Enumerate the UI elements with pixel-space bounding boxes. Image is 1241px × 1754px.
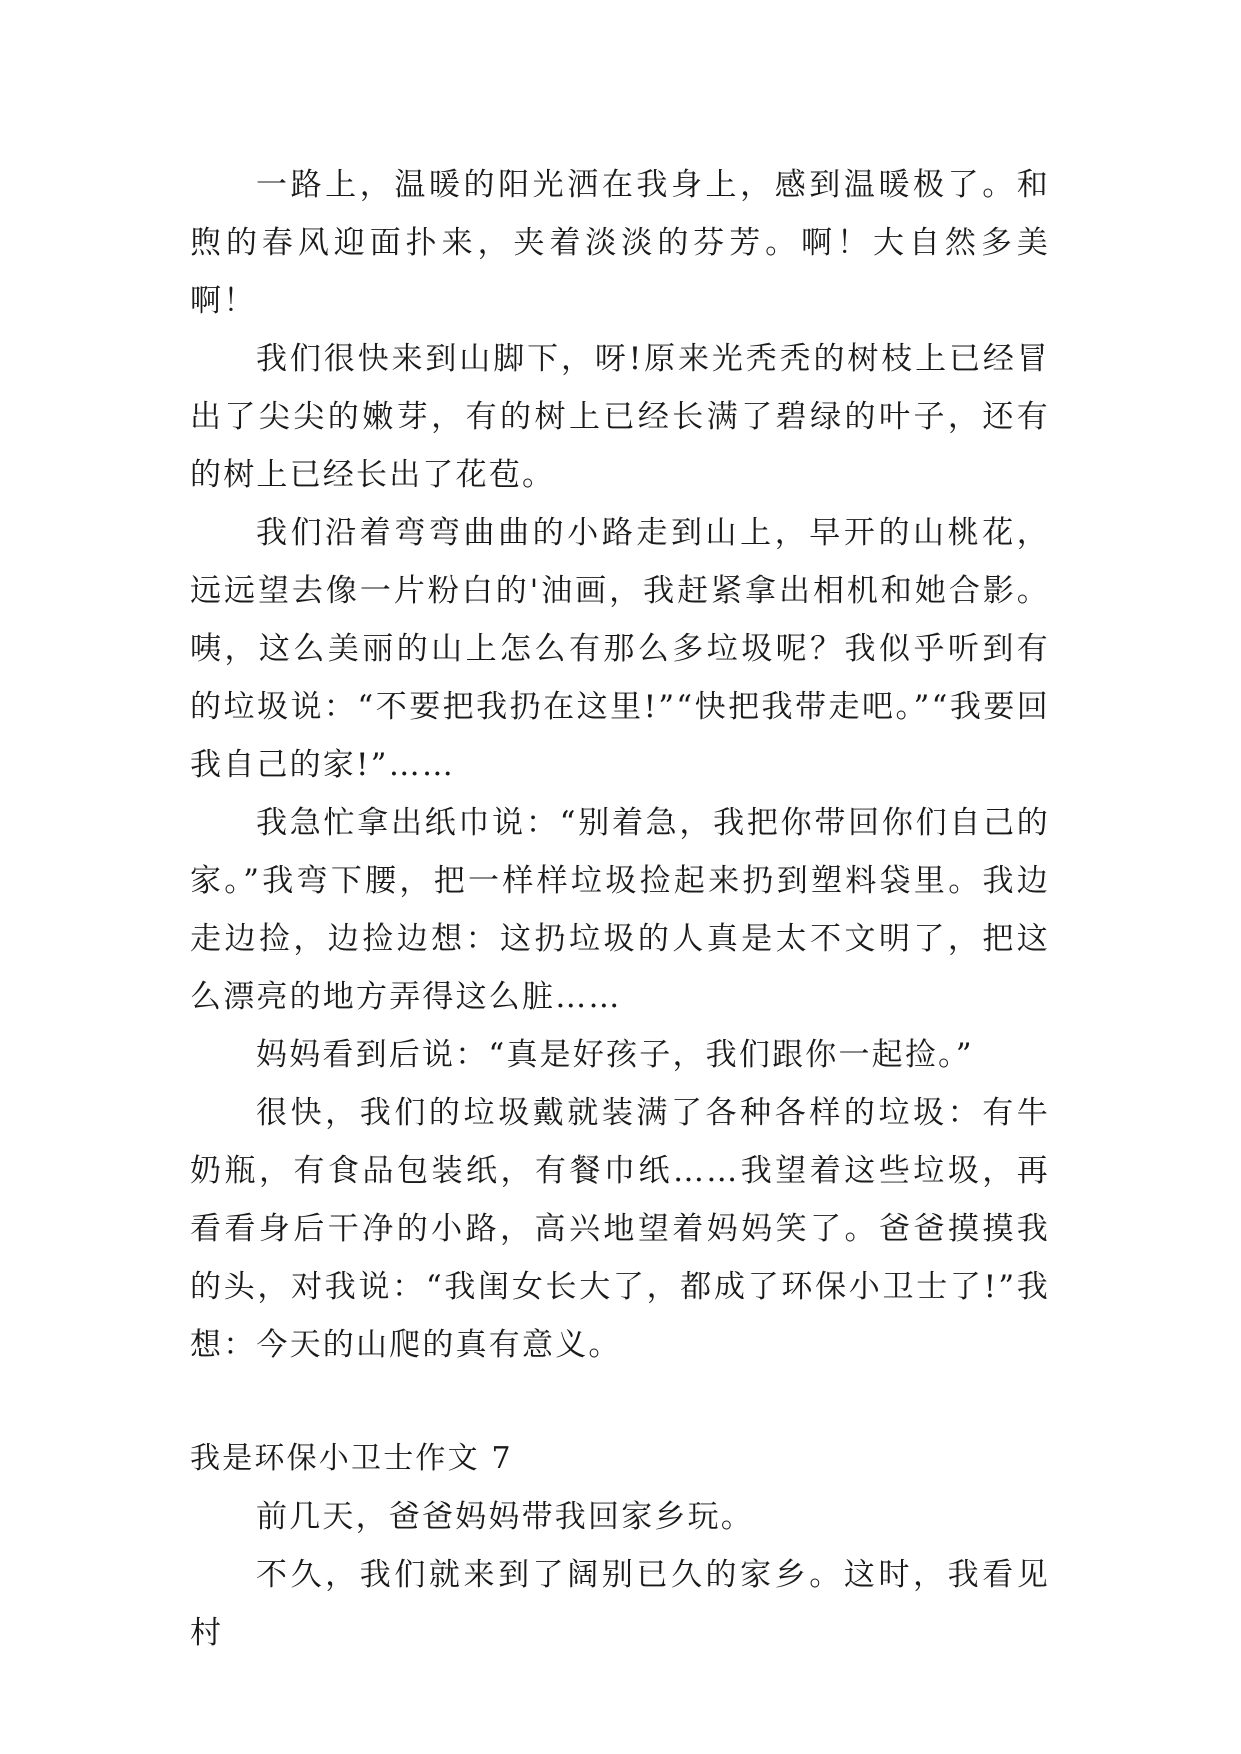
paragraph: 我们沿着弯弯曲曲的小路走到山上，早开的山桃花，远远望去像一片粉白的'油画，我赶紧拿出相机和她合影。咦，这么美丽的山上怎么有那么多垃圾呢？我似乎听到有的垃圾说：“不要把我扔在这里!”“快把我带走吧。”“我要回我自己的家!”…… — [190, 515, 1050, 783]
paragraph: 很快，我们的垃圾戴就装满了各种各样的垃圾：有牛奶瓶，有食品包装纸，有餐巾纸……我望着这些垃圾，再看看身后干净的小路，高兴地望着妈妈笑了。爸爸摸摸我的头，对我说：“我闺女长大了，都成了环保小卫士了!”我想：今天的山爬的真有意义。 — [190, 1095, 1050, 1363]
paragraph: 妈妈看到后说：“真是好孩子，我们跟你一起捡。” — [256, 1037, 974, 1073]
section-heading: 我是环保小卫士作文 7 — [190, 1441, 513, 1476]
paragraph: 一路上，温暖的阳光洒在我身上，感到温暖极了。和煦的春风迎面扑来，夹着淡淡的芬芳。啊！大自然多美啊！ — [190, 167, 1050, 319]
paragraph: 前几天，爸爸妈妈带我回家乡玩。 — [256, 1499, 754, 1535]
paragraph: 我急忙拿出纸巾说：“别着急，我把你带回你们自己的家。”我弯下腰，把一样样垃圾捡起来扔到塑料袋里。我边走边捡，边捡边想：这扔垃圾的人真是太不文明了，把这么漂亮的地方弄得这么脏…… — [190, 805, 1050, 1015]
paragraph: 我们很快来到山脚下，呀!原来光秃秃的树枝上已经冒出了尖尖的嫩芽，有的树上已经长满了碧绿的叶子，还有的树上已经长出了花苞。 — [190, 341, 1050, 493]
paragraph: 不久，我们就来到了阔别已久的家乡。这时，我看见村 — [190, 1557, 1050, 1651]
document-body — [190, 156, 1050, 1662]
